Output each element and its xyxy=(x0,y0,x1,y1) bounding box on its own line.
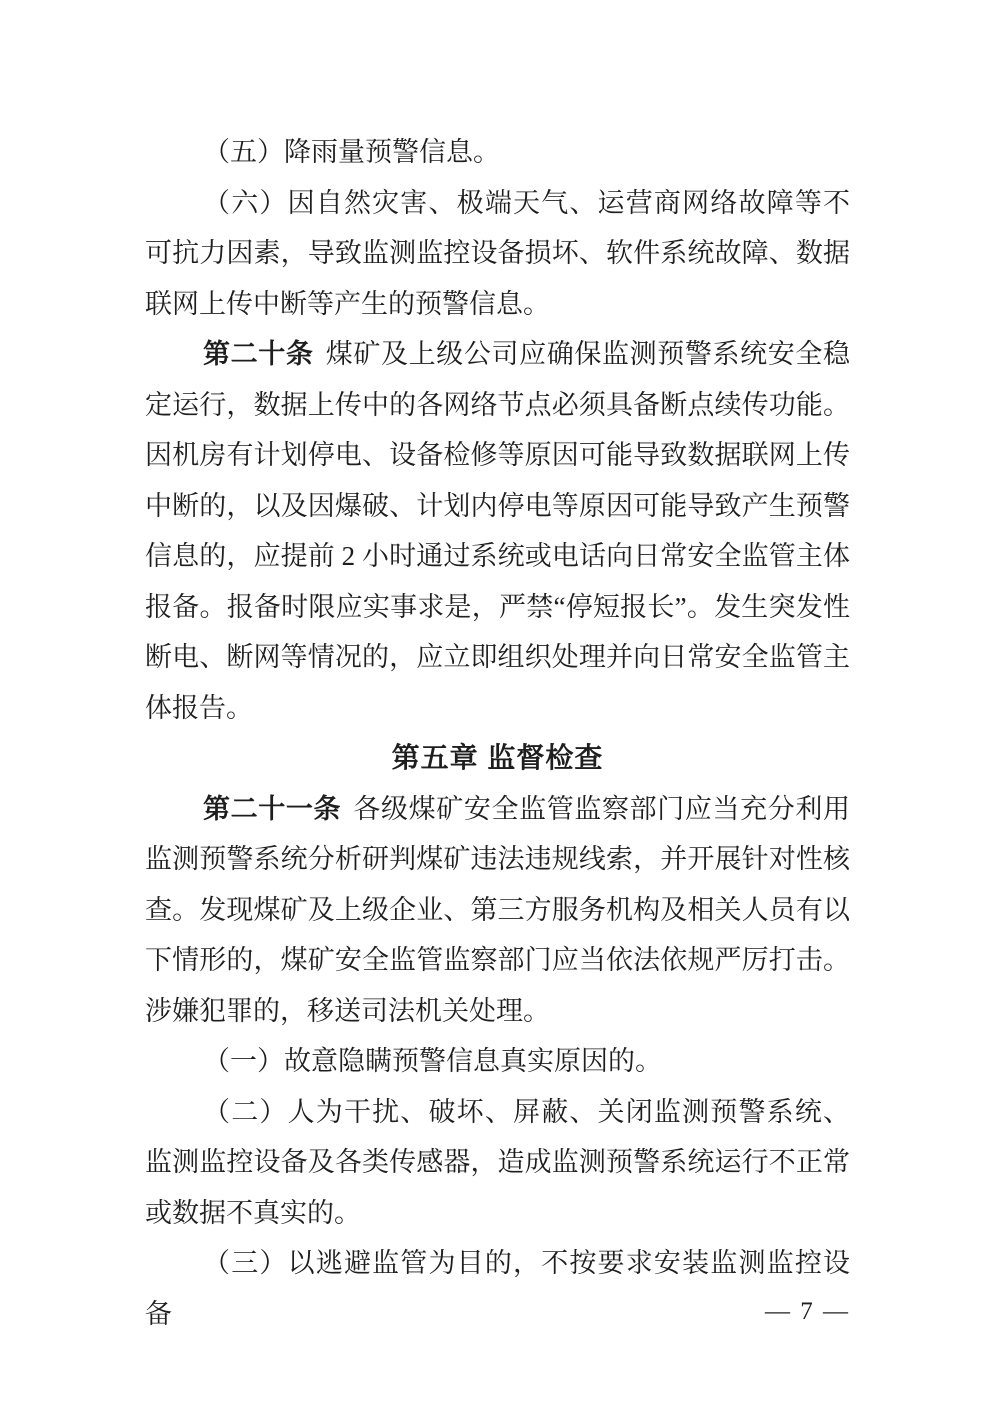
paragraph: 第二十条 煤矿及上级公司应确保监测预警系统安全稳定运行，数据上传中的各网络节点必须具备断点续传功能。因机房有计划停电、设备检修等原因可能导致数据联网上传中断的，以及因爆破、计划内停电等原因可能导致产生预警信息的，应提前 2 小时通过系统或电话向日常安全监管主体报备。报备时限应实事求是，严禁“停短报长”。发生突发性断电、断网等情况的，应立即组织处理并向日常安全监管主体报告。 xyxy=(145,339,851,723)
paragraph: （三）以逃避监管为目的，不按要求安装监测监控设备 xyxy=(145,1248,850,1329)
article-number: 第二十一条 xyxy=(203,793,342,824)
paragraph: （一）故意隐瞒预警信息真实原因的。 xyxy=(203,1046,663,1076)
document-body xyxy=(145,127,850,1339)
paragraph: （六）因自然灾害、极端天气、运营商网络故障等不可抗力因素，导致监测监控设备损坏、软件系统故障、数据联网上传中断等产生的预警信息。 xyxy=(145,187,850,319)
chapter-heading: 第五章 监督检查 xyxy=(391,742,604,773)
paragraph: （二）人为干扰、破坏、屏蔽、关闭监测预警系统、监测监控设备及各类传感器，造成监测预警系统运行不正常或数据不真实的。 xyxy=(145,1096,850,1228)
paragraph: （五）降雨量预警信息。 xyxy=(203,137,501,167)
page-footer xyxy=(765,1292,850,1332)
page-number: — 7 — xyxy=(765,1298,850,1325)
article-number: 第二十条 xyxy=(203,339,314,369)
paragraph: 第二十一条 各级煤矿安全监管监察部门应当充分利用监测预警系统分析研判煤矿违法违规线索，并开展针对性核查。发现煤矿及上级企业、第三方服务机构及相关人员有以下情形的，煤矿安全监管监察部门应当依法依规严厉打击。涉嫌犯罪的，移送司法机关处理。 xyxy=(145,793,851,1026)
